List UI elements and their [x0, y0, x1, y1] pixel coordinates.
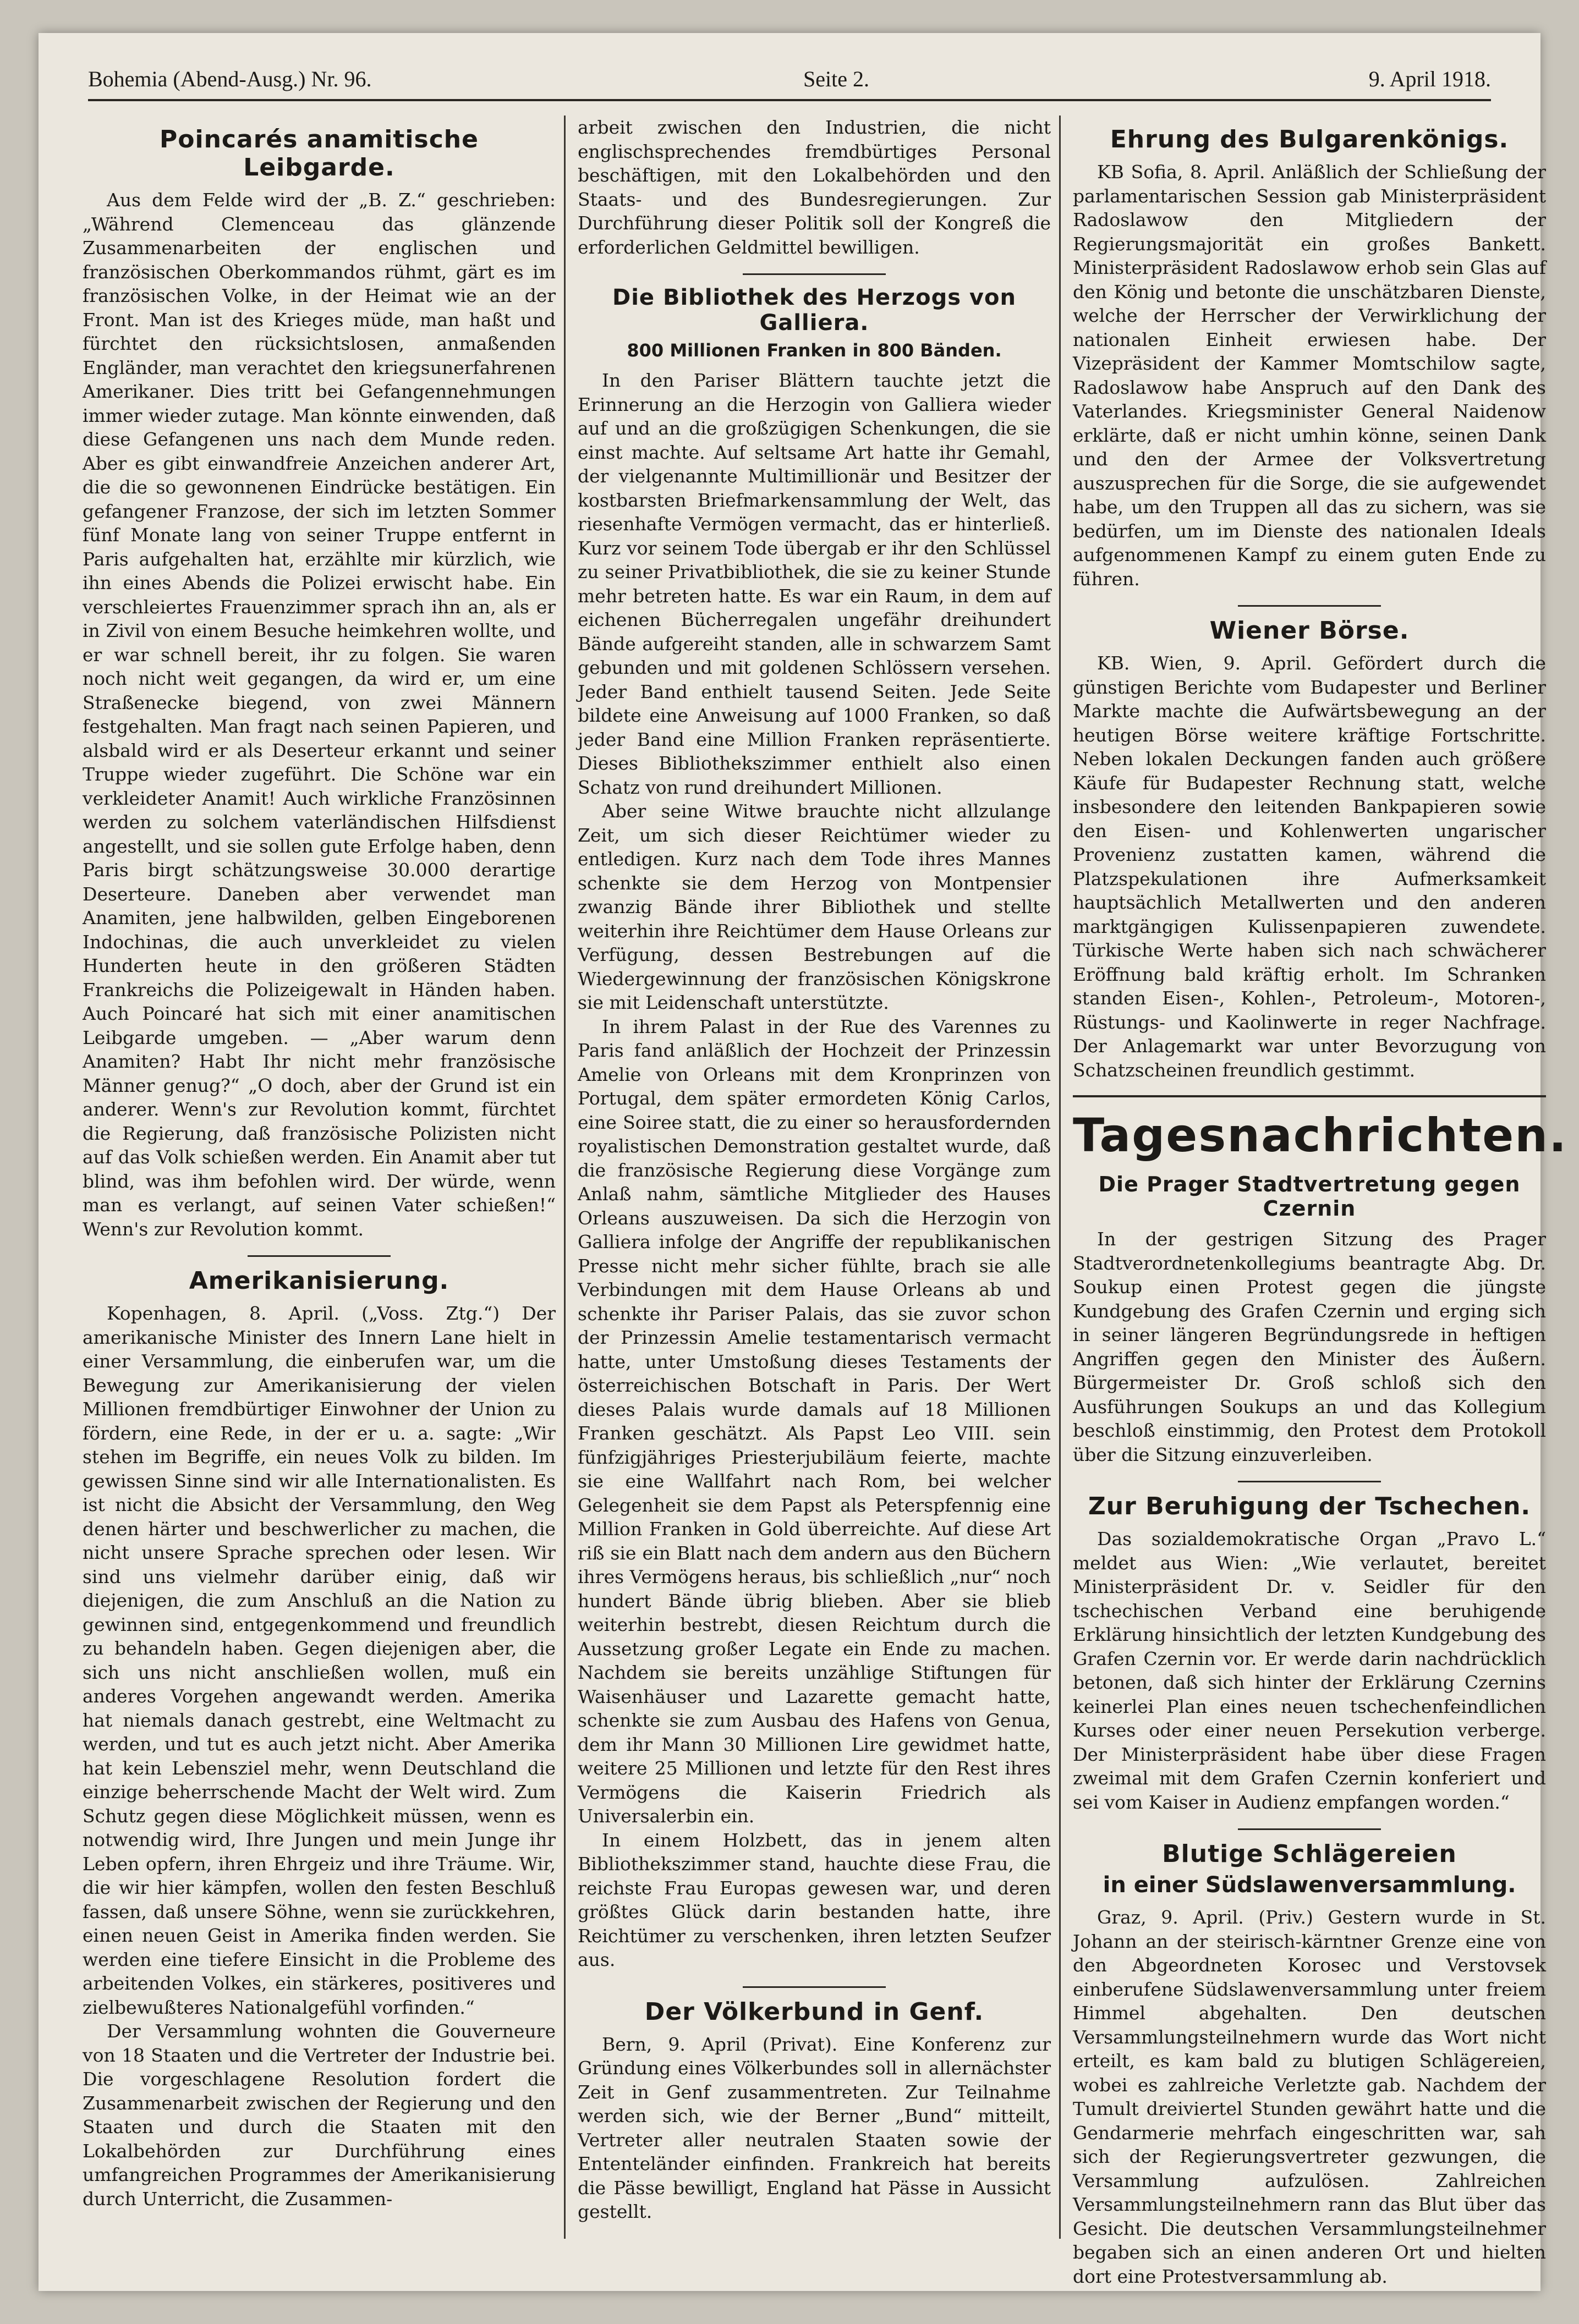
article-subtitle: in einer Südslawenversammlung.	[1103, 1872, 1516, 1898]
article-subtitle: 800 Millionen Franken in 800 Bänden.	[627, 340, 1002, 361]
article-separator	[248, 1255, 391, 1257]
article-body: Graz, 9. April. (Priv.) Gestern wurde in St. Johann an der steirisch-kärntner Grenze eine von den Abgeordneten Korosec und Verstovsek einberufene Südslawenversammlung unter freiem Himmel abgehalten. Den deutschen Versammlungsteilnehmern wurde das Wort nicht erteilt, es kam bald zu blutigen Schlägereien, wobei es zahlreiche Verletzte gab. Nachdem der Tumult dreiviertel Stunden gewährt hatte und die Gendarmerie mehrfach eingeschritten war, sah sich der Regierungsvertreter gezwungen, die Versammlung aufzulösen. Zahlreichen Versammlungsteilnehmern rann das Blut über das Gesicht. Die deutschen Versammlungsteilnehmer begaben sich an einen anderen Ort und hielten dort eine Protestversammlung ab.	[1073, 1907, 1546, 2287]
article-continuation: arbeit zwischen den Industrien, die nicht englischsprechendes fremdbürtiges Personal beschäftigen, mit den Lokalbehörden und den Staats- und des Bundesregierungen. Zur Durchführung dieser Politik soll der Kongreß die erforderlichen Geldmittel bewilligen.	[578, 117, 1051, 258]
article-body: In der gestrigen Sitzung des Prager Stadtverordnetenkollegiums beantragte Abg. Dr. Soukup einen Protest gegen die jüngste Kundgebung des Grafen Czernin und erging sich in seiner längeren Begründungsrede in heftigen Angriffen gegen den Minister des Äußern. Bürgermeister Dr. Groß schloß sich den Ausführungen Soukups an und das Kollegium beschloß einstimmig, den Protest dem Protokoll über die Sitzung einzuverleiben.	[1073, 1228, 1546, 1465]
article-title: Amerikanisierung.	[189, 1267, 449, 1295]
article-boerse	[1073, 617, 1546, 1082]
article-bulgarenkoenig	[1073, 125, 1546, 591]
header-date: 9. April 1918.	[1368, 67, 1491, 91]
column-3	[1073, 116, 1567, 2287]
section-title-tagesnachrichten: Tagesnachrichten.	[1073, 1108, 1567, 1162]
article-title: Blutige Schlägereien	[1162, 1840, 1457, 1868]
article-separator	[1238, 605, 1381, 607]
article-body: KB Sofia, 8. April. Anläßlich der Schließung der parlamentarischen Session gab Ministerpräsident Radoslawow den Mitgliedern der Regierungsmajorität ein großes Bankett. Ministerpräsident Radoslawow erhob sein Glas auf den König und betonte die unschätzbaren Dienste, welche der Herrscher der Verwirklichung der nationalen Einheit erwiesen habe. Der Vizepräsident der Kammer Momtschilow sagte, Radoslawow habe Anspruch auf den Dank des Vaterlandes. Kriegsminister General Naidenow erklärte, daß er nicht umhin könne, seinen Dank und den der Armee der Volksvertretung auszusprechen für die Sorge, die sie aufgewendet habe, um den Truppen all das zu sichern, was sie bedürfen, um im Dienste des nationalen Ideals aufgenommenen Kampf zu einem guten Ende zu führen.	[1073, 161, 1546, 590]
article-title: Ehrung des Bulgarenkönigs.	[1110, 125, 1509, 153]
article-body: In den Pariser Blättern tauchte jetzt die Erinnerung an die Herzogin von Galliera wieder auf und an die großzügigen Schenkungen, die sie einst machte. Auf seltsame Art hatte ihr Gemahl, der vielgenannte Multimillionär und Besitzer der kostbarsten Briefmarkensammlung der Welt, das riesenhafte Vermögen vermacht, das er hinterließ. Kurz vor seinem Tode übergab er ihr den Schlüssel zu seiner Privatbibliothek, die sie zu keiner Stunde mehr betreten hatte. Es war ein Raum, in dem auf eichenen Bücherregalen ungefähr dreihundert Bände aufgereiht standen, alle in schwarzem Samt gebunden und mit goldenen Schlössern versehen. Jeder Band enthielt tausend Seiten. Jede Seite bildete eine Anweisung auf 1000 Franken, so daß jeder Band eine Million Franken repräsentierte. Dieses Bibliothekszimmer enthielt also einen Schatz von rund dreihundert Millionen.	[578, 370, 1051, 798]
column-rule-2	[1059, 116, 1061, 2239]
article-body: In ihrem Palast in der Rue des Varennes zu Paris fand anläßlich der Hochzeit der Prinzessin Amelie von Orleans mit dem Kronprinzen von Portugal, dem später ermordeten König Carlos, eine Soiree statt, die zu einer so herausfordernden royalistischen Demonstration gestaltet wurde, daß die französische Regierung diese Vorgänge zum Anlaß nahm, sämtliche Mitglieder des Hauses Orleans auszuweisen. Da sich die Herzogin von Galliera infolge der Angriffe der republikanischen Presse nicht mehr sicher fühlte, brach sie alle Verbindungen mit dem Hause Orleans ab und schenkte ihr Pariser Palais, das sie zuvor schon der Prinzessin Amelie testamentarisch vermacht hatte, unter Umstoßung dieses Testaments der österreichischen Botschaft in Paris. Der Wert dieses Palais wurde damals auf 18 Millionen Franken geschätzt. Als Papst Leo VIII. sein fünfzigjähriges Priesterjubiläum feierte, machte sie eine Wallfahrt nach Rom, bei welcher Gelegenheit sie dem Papst als Peterspfennig eine Million Franken in Gold überreichte. Auf diese Art riß sie ein Blatt nach dem andern aus den Büchern ihres Vermögens heraus, bis schließlich „nur“ noch hundert Bände übrig blieben. Aber sie blieb weiterhin bestrebt, diesen Reichtum durch die Aussetzung großer Legate ein Ende zu machen. Nachdem sie bereits unzählige Stiftungen für Waisenhäuser und Lazarette gemacht hatte, schenkte sie zum Ausbau des Hafens von Genua, dem ihr Mann 30 Millionen Lire gewidmet hatte, weitere 25 Millionen und letzte für den Rest ihres Vermögens die Kaiserin Friedrich als Universalerbin ein.	[578, 1015, 1051, 1827]
section-separator	[1073, 1095, 1546, 1097]
article-amerikanisierung	[83, 1267, 556, 2211]
article-title: Wiener Börse.	[1209, 617, 1410, 645]
article-separator	[1238, 1481, 1381, 1482]
article-bibliothek	[578, 285, 1051, 1972]
article-body: Das sozialdemokratische Organ „Pravo L.“ meldet aus Wien: „Wie verlautet, bereitet Ministerpräsident Dr. v. Seidler für den tschechischen Verband eine beruhigende Erklärung hinsichtlich der letzten Kundgebung des Grafen Czernin vor. Er werde darin nachdrücklich betonen, daß sich hinter der Erklärung Czernins keinerlei Plan eines neuen tschechenfeindlichen Kurses oder einer neuen Persekution verberge. Der Ministerpräsident habe über diese Fragen zweimal mit dem Grafen Czernin konferiert und sei vom Kaiser in Audienz empfangen worden.“	[1073, 1528, 1546, 1813]
header-masthead: Bohemia (Abend-Ausg.) Nr. 96.	[88, 67, 372, 91]
article-title: Der Völkerbund in Genf.	[644, 1997, 984, 2026]
article-separator	[743, 273, 886, 275]
article-separator	[743, 1986, 886, 1988]
header-page-number: Seite 2.	[803, 67, 869, 91]
article-voelkerbund	[578, 1998, 1051, 2224]
column-rule-1	[564, 116, 566, 2239]
article-title: Poincarés anamitische Leibgarde.	[160, 125, 479, 182]
article-body: Aber seine Witwe brauchte nicht allzulange Zeit, um sich dieser Reichtümer wieder zu entledigen. Kurz nach dem Tode ihres Mannes schenkte sie dem Herzog von Montpensier zwanzig Bände ihrer Bibliothek und stellte weiterhin ihre Reichtümer dem Hause Orleans zur Verfügung, dessen Bestrebungen auf die Wiedergewinnung der französischen Königskrone sie mit Leidenschaft unterstützte.	[578, 800, 1051, 1013]
running-header	[88, 61, 1491, 101]
article-body: Bern, 9. April (Privat). Eine Konferenz zur Gründung eines Völkerbundes soll in allernächster Zeit in Genf zusammentreten. Zur Teilnahme werden sich, wie der Berner „Bund“ mitteilt, Vertreter aller neutralen Staaten sowie der Ententeländer einfinden. Frankreich hat bereits die Pässe bewilligt, England hat Pässe in Aussicht gestellt.	[578, 2033, 1051, 2222]
article-title: Zur Beruhigung der Tschechen.	[1088, 1492, 1531, 1520]
article-body: Der Versammlung wohnten die Gouverneure von 18 Staaten und die Vertreter der Industrie bei. Die vorgeschlagene Resolution fordert die Zusammenarbeit zwischen der Regierung und den Staaten und durch die Staaten mit den Lokalbehörden zur Durchführung eines umfangreichen Programmes der Amerikanisierung durch Unterricht, die Zusammen-	[83, 2020, 556, 2210]
column-2	[578, 116, 1051, 2250]
column-1	[83, 116, 556, 2250]
newspaper-page	[39, 33, 1567, 2291]
article-body: Aus dem Felde wird der „B. Z.“ geschrieben: „Während Clemenceau das glänzende Zusammenarbeiten der englischen und französischen Oberkommandos rühmt, gärt es im französischen Volke, in der Heimat wie an der Front. Man ist des Krieges müde, man haßt und fürchtet den rücksichtslosen, anmaßenden Engländer, man verachtet den kriegsunerfahrenen Amerikaner. Dies tritt bei Gefangennehmungen immer wieder zutage. Man könnte einwenden, daß diese Gefangenen uns nach dem Munde reden. Aber es gibt einwandfreie Anzeichen anderer Art, die die so gewonnenen Eindrücke bestätigen. Ein gefangener Franzose, der sich im letzten Sommer fünf Monate lang von seiner Truppe entfernt in Paris aufgehalten hat, erzählte mir kürzlich, wie ihn eines Abends die Polizei erwischt habe. Ein verschleiertes Frauenzimmer sprach ihn an, als er in Zivil von einem Besuche heimkehren wollte, und er war schnell bereit, ihr zu folgen. Sie waren noch nicht weit gegangen, da wird er, um eine Straßenecke biegend, von zwei Männern festgehalten. Man fragt nach seinen Papieren, und alsbald wird er als Deserteur erkannt und seiner Truppe wieder zugeführt. Die Schöne war ein verkleideter Anamit! Auch wirkliche Französinnen werden zu solchem vaterländischen Hilfsdienst angestellt, und sie sollen gute Erfolge haben, denn Paris birgt schätzungsweise 30.000 derartige Deserteure. Daneben aber verwendet man Anamiten, jene halbwilden, gelben Eingeborenen Indochinas, die auch unverkleidet zu vielen Hunderten heute in den größeren Städten Frankreichs die Polizeigewalt in Händen haben. Auch Poincaré hat sich mit einer anamitischen Leibgarde umgeben. — „Aber warum denn Anamiten? Habt Ihr nicht mehr französische Männer genug?“ „O doch, aber der Grund ist ein anderer. Wenn's zur Revolution kommt, fürchtet die Regierung, daß französische Polizisten nicht auf das Volk schießen werden. Ein Anamit aber tut blind, was ihm befohlen wird. Der würde, wenn man es verlangt, auf seinen Vater schießen!“ Wenn's zur Revolution kommt.	[83, 189, 556, 1240]
article-schlaegereien	[1073, 1840, 1546, 2288]
article-tschechen	[1073, 1492, 1546, 1814]
article-title: Die Bibliothek des Herzogs von Galliera.	[612, 285, 1016, 336]
article-stadtvertretung	[1073, 1172, 1546, 1466]
article-poincare	[83, 125, 556, 1241]
article-body: KB. Wien, 9. April. Gefördert durch die günstigen Berichte vom Budapester und Berliner Markte machte die Aufwärtsbewegung an der heutigen Börse weitere kräftige Fortschritte. Neben lokalen Deckungen fanden auch größere Käufe für Budapester Rechnung statt, welche insbesondere den leitenden Bankpapieren sowie den Eisen- und Kohlenwerten ungarischer Provenienz zustatten kamen, während die Platzspekulationen ihre Aufmerksamkeit hauptsächlich Metallwerten und den anderen marktgängigen Kulissenpapieren zuwendete. Türkische Werte haben sich nach schwächerer Eröffnung bald kräftig erholt. Im Schranken standen Eisen-, Kohlen-, Petroleum-, Motoren-, Rüstungs- und Kaolinwerte in reger Nachfrage. Der Anlagemarkt war unter Bevorzugung von Schatzscheinen freundlich gestimmt.	[1073, 652, 1546, 1081]
article-body: In einem Holzbett, das in jenem alten Bibliothekszimmer stand, hauchte diese Frau, die reichste Frau Europas gewesen war, und deren größtes Glück darin bestanden hatte, ihre Reichtümer zu verschenken, ihren letzten Seufzer aus.	[578, 1829, 1051, 1970]
article-title: Die Prager Stadtvertretung gegen Czernin	[1098, 1172, 1521, 1221]
article-body: Kopenhagen, 8. April. („Voss. Ztg.“) Der amerikanische Minister des Innern Lane hielt in einer Versammlung, die einberufen war, um die Bewegung zur Amerikanisierung der vielen Millionen fremdbürtiger Einwohner der Union zu fördern, eine Rede, in der er u. a. sagte: „Wir stehen im Begriffe, ein neues Volk zu bilden. Im gewissen Sinne sind wir alle Internationalisten. Es ist nicht die Absicht der Versammlung, den Weg denen härter und beschwerlicher zu machen, die nicht unsere Sprache sprechen oder lesen. Wir sind uns vielmehr darüber einig, daß wir diejenigen, die zum Anschluß an die Nation zu gewinnen sind, entgegenkommend und freundlich zu behandeln haben. Gegen diejenigen aber, die sich uns nicht anschließen wollen, muß ein anderes Vorgehen angewandt werden. Amerika hat niemals danach gestrebt, eine Weltmacht zu werden, und tut es auch jetzt nicht. Aber Amerika hat kein Lebensziel mehr, wenn Deutschland die einzige beherrschende Macht der Welt wird. Zum Schutz gegen diese Möglichkeit müssen, wenn es notwendig wird, Ihre Jungen und mein Junge ihr Leben opfern, ihren Ehrgeiz und ihre Träume. Wir, die wir hier kämpfen, wollen den festen Beschluß fassen, daß unsere Söhne, wenn sie zurückkehren, einen neuen Geist in Amerika finden werden. Sie werden eine tiefere Einsicht in die Probleme des arbeitenden Volkes, ein stärkeres, positiveres und zielbewußteres Nationalgefühl vorfinden.“	[83, 1303, 556, 2018]
article-separator	[1238, 1828, 1381, 1830]
